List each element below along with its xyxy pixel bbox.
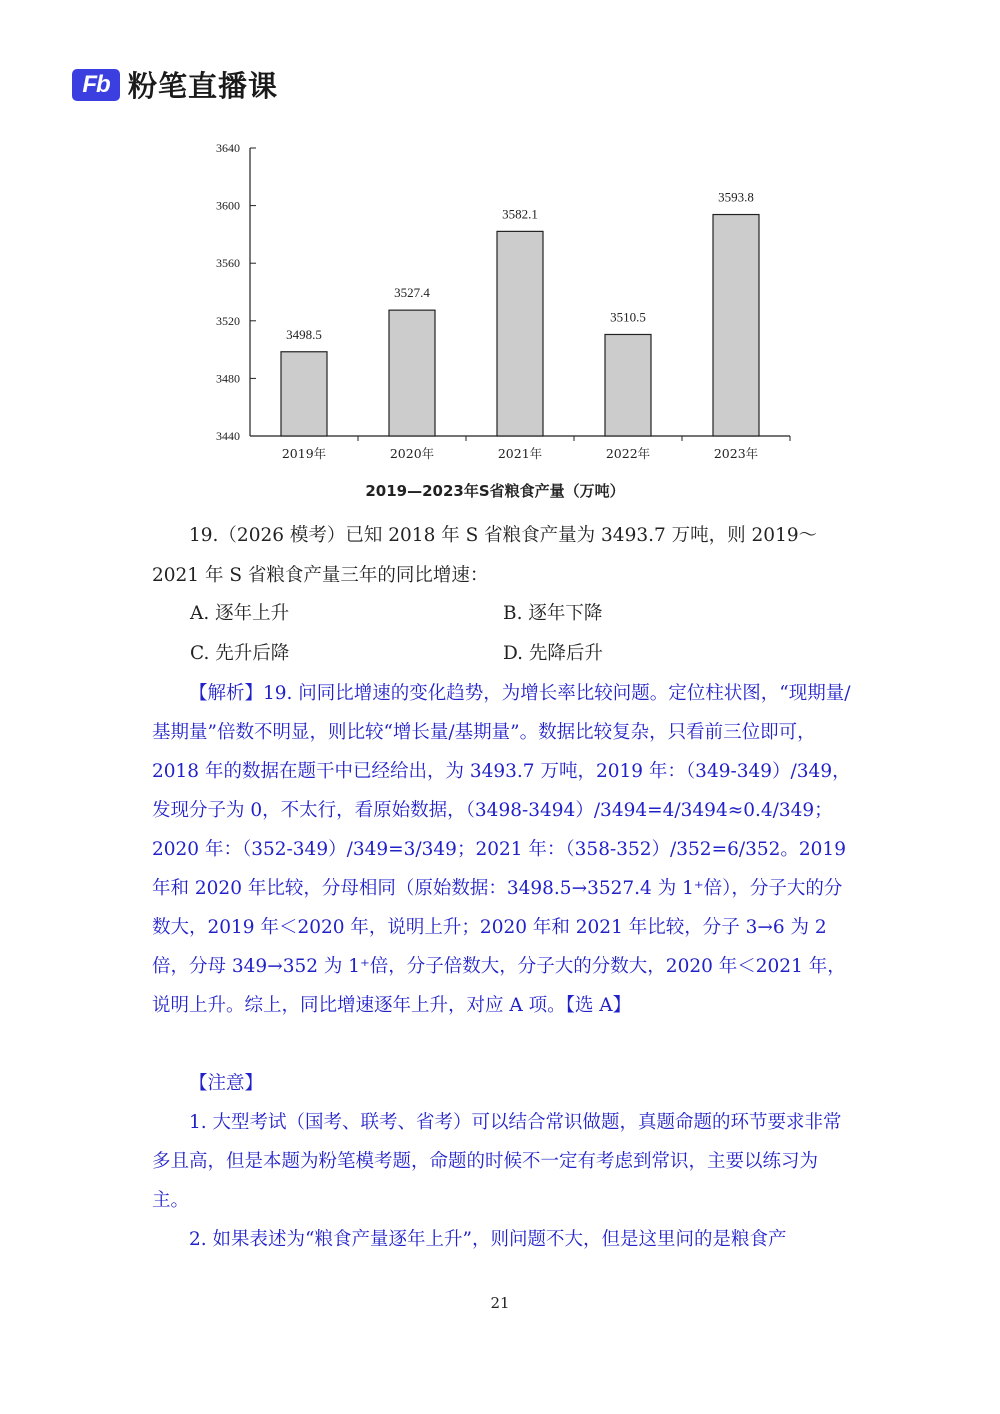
page-number: 21 — [490, 1294, 510, 1312]
question-text: 19.（2026 模考）已知 2018 年 S 省粮食产量为 3493.7 万吨，则 2019～2021 年 S 省粮食产量三年的同比增速： — [152, 525, 818, 586]
analysis-text: 【解析】19. 问同比增速的变化趋势，为增长率比较问题。定位柱状图，“现期量/基期量”倍数不明显，则比较“增长量/基期量”。数据比较复杂，只看前三位即可，2018 年的数据在题干中已经给出，为 3493.7 万吨，2019 年：（349-349）/349，发现分子为 0，不太行，看原始数据，（3498-3494）/3494=4/3494≈0.4/349；2020 年：（352-349）/349=3/349；2021 年：（358-352）/352=6/352。2019 年和 2020 年比较，分母相同（原始数据：3498.5→3527.4 为 1⁺倍），分子大的分数大，2019 年＜2020 年，说明上升；2020 年和 2021 年比较，分子 3→6 为 2 倍，分母 349→352 为 1⁺倍，分子倍数大，分子大的分数大，2020 年＜2021 年，说明上升。综上，同比增速逐年上升，对应 A 项。【选 A】 — [152, 683, 851, 1016]
data-label-4: 3593.8 — [718, 189, 754, 205]
data-label-2: 3582.1 — [502, 206, 538, 222]
brand-name: 粉笔直播课 — [128, 69, 279, 103]
brand-logo — [72, 64, 278, 105]
y-tick-label-2: 3520 — [216, 313, 240, 328]
answer-options — [190, 594, 850, 674]
data-label-0: 3498.5 — [286, 326, 322, 342]
fb-logo-icon: Fb — [72, 69, 120, 101]
grain-output-bar-chart — [190, 130, 810, 510]
y-tick-label-0: 3440 — [216, 429, 240, 443]
data-label-3: 3510.5 — [610, 309, 646, 325]
question-block — [152, 516, 852, 596]
bar-2 — [497, 231, 543, 436]
y-tick-label-3: 3560 — [216, 256, 240, 271]
bar-0 — [281, 352, 327, 436]
option-b: B. 逐年下降 — [503, 603, 603, 624]
note-block — [152, 1064, 852, 1259]
note-item-2: 2. 如果表述为“粮食产量逐年上升”，则问题不大，但是这里问的是粮食产 — [189, 1229, 787, 1250]
data-label-1: 3527.4 — [394, 285, 430, 301]
x-tick-label-0: 2019年 — [281, 446, 327, 461]
analysis-block — [152, 674, 852, 1025]
bar-3 — [605, 334, 651, 436]
x-tick-label-3: 2022年 — [605, 446, 651, 461]
y-tick-label-5: 3640 — [216, 141, 240, 155]
bar-4 — [713, 215, 759, 436]
chart-title: 2019—2023年S省粮食产量（万吨） — [365, 482, 625, 500]
y-tick-label-1: 3480 — [216, 371, 240, 386]
note-title: 【注意】 — [189, 1073, 264, 1094]
x-tick-label-2: 2021年 — [497, 446, 543, 461]
option-d: D. 先降后升 — [503, 643, 603, 664]
bar-1 — [389, 310, 435, 436]
y-tick-label-4: 3600 — [216, 198, 240, 213]
option-c: C. 先升后降 — [190, 643, 290, 664]
option-a: A. 逐年上升 — [190, 603, 290, 624]
x-tick-label-4: 2023年 — [713, 446, 759, 461]
note-item-1: 1. 大型考试（国考、联考、省考）可以结合常识做题，真题命题的环节要求非常多且高，但是本题为粉笔模考题，命题的时候不一定有考虑到常识，主要以练习为主。 — [152, 1112, 842, 1211]
x-tick-label-1: 2020年 — [389, 446, 435, 461]
